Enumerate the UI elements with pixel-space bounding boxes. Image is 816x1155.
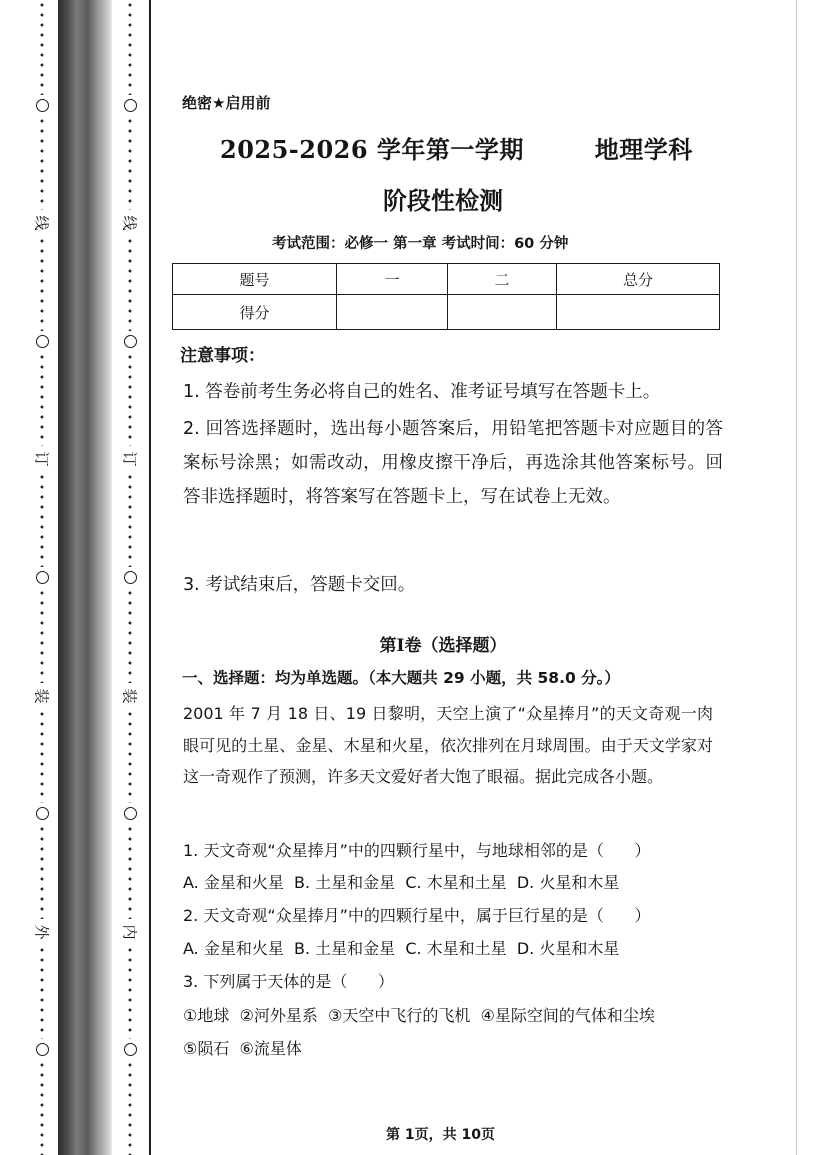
question-stem: 1. 天文奇观“众星捧月”中的四颗行星中，与地球相邻的是（ ） bbox=[183, 841, 651, 860]
score-table bbox=[172, 263, 720, 330]
table-header-cell: 二 bbox=[448, 264, 557, 295]
margin-char-bind: 装 bbox=[32, 688, 51, 704]
question-group-header: 一、选择题：均为单选题。（本大题共 29 小题，共 58.0 分。） bbox=[182, 669, 620, 687]
outer-binding-margin bbox=[31, 0, 53, 1155]
notes-title: 注意事项： bbox=[180, 346, 265, 366]
question-options: A. 金星和火星 B. 土星和金星 C. 木星和土星 D. 火星和木星 bbox=[183, 873, 620, 892]
inner-binding-margin bbox=[119, 0, 141, 1155]
question-stem: 2. 天文奇观“众星捧月”中的四颗行星中，属于巨行星的是（ ） bbox=[183, 906, 651, 925]
question-options: ①地球 ②河外星系 ③天空中飞行的飞机 ④星际空间的气体和尘埃 bbox=[183, 1006, 655, 1025]
binding-line bbox=[149, 0, 151, 1155]
question-options: ⑤陨石 ⑥流星体 bbox=[183, 1039, 302, 1058]
table-header-cell: 总分 bbox=[557, 264, 720, 295]
margin-char-order: 订 bbox=[32, 451, 51, 467]
margin-char-order: 订 bbox=[120, 451, 139, 467]
margin-char-line: 线 bbox=[120, 215, 139, 231]
binding-circle-icon bbox=[124, 335, 137, 348]
margin-char-inner: 内 bbox=[120, 924, 139, 940]
question-options: A. 金星和火星 B. 土星和金星 C. 木星和土星 D. 火星和木星 bbox=[183, 939, 620, 958]
exam-title: 2025-2026 学年第一学期 地理学科 bbox=[220, 135, 693, 164]
table-header-cell: 一 bbox=[337, 264, 448, 295]
binding-circle-icon bbox=[36, 1043, 49, 1056]
margin-char-line: 线 bbox=[32, 215, 51, 231]
binding-shadow bbox=[58, 0, 112, 1155]
page-number: 第 1页，共 10页 bbox=[386, 1127, 495, 1143]
page-edge bbox=[796, 0, 797, 1155]
binding-circle-icon bbox=[124, 571, 137, 584]
binding-circle-icon bbox=[124, 99, 137, 112]
confidential-label: 绝密★启用前 bbox=[182, 94, 271, 112]
note-item: 3. 考试结束后，答题卡交回。 bbox=[183, 575, 416, 595]
score-cell bbox=[337, 295, 448, 330]
table-row bbox=[173, 264, 720, 295]
passage-intro: 2001 年 7 月 18 日、19 日黎明，天空上演了“众星捧月”的天文奇观一肉眼可见的土星、金星、木星和火星，依次排列在月球周围。由于天文学家对这一奇观作了预测，许多天文爱好者大饱了眼福。据此完成各小题。 bbox=[183, 704, 713, 786]
binding-circle-icon bbox=[124, 1043, 137, 1056]
exam-scope: 考试范围：必修一 第一章 考试时间：60 分钟 bbox=[272, 236, 569, 252]
binding-circle-icon bbox=[36, 99, 49, 112]
binding-circle-icon bbox=[36, 571, 49, 584]
margin-char-outer: 外 bbox=[32, 924, 51, 940]
binding-circle-icon bbox=[36, 335, 49, 348]
score-cell bbox=[557, 295, 720, 330]
note-item: 1. 答卷前考生务必将自己的姓名、准考证号填写在答题卡上。 bbox=[183, 382, 661, 402]
table-header-cell: 题号 bbox=[173, 264, 337, 295]
table-row-label: 得分 bbox=[173, 295, 337, 330]
score-cell bbox=[448, 295, 557, 330]
table-row bbox=[173, 295, 720, 330]
question-stem: 3. 下列属于天体的是（ ） bbox=[183, 972, 394, 991]
binding-circle-icon bbox=[36, 807, 49, 820]
exam-subtitle: 阶段性检测 bbox=[383, 186, 503, 215]
margin-char-bind: 装 bbox=[120, 688, 139, 704]
note-item: 2. 回答选择题时，选出每小题答案后，用铅笔把答题卡对应题目的答案标号涂黑；如需改动，用橡皮擦干净后，再选涂其他答案标号。回答非选择题时，将答案写在答题卡上，写在试卷上无效。 bbox=[183, 419, 723, 507]
section-title: 第Ⅰ卷（选择题） bbox=[379, 636, 507, 656]
binding-circle-icon bbox=[124, 807, 137, 820]
